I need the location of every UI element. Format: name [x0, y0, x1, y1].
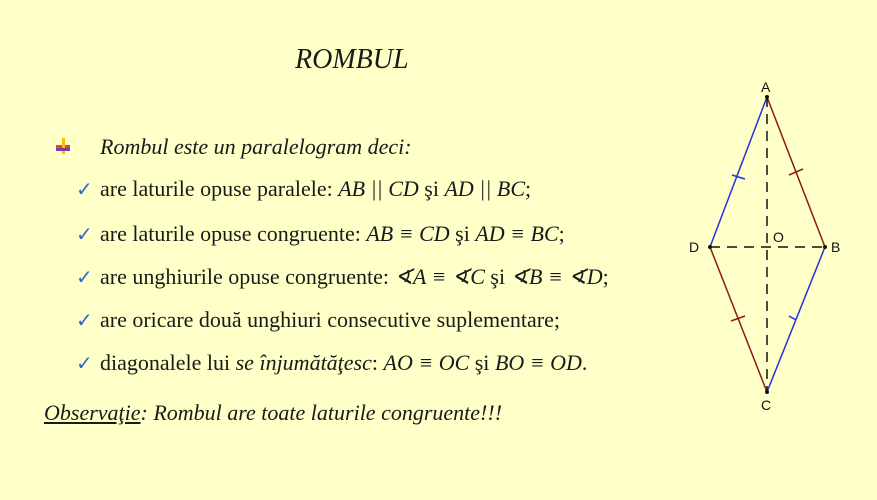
math-expr: ∢B ≡ ∢D [510, 264, 603, 289]
label-o: O [773, 229, 784, 245]
item-end: ; [602, 264, 609, 289]
item-end: ; [525, 176, 532, 201]
label-a: A [761, 79, 771, 95]
tick-mark [732, 175, 745, 179]
observation-text: : Rombul are toate laturile congruente!!! [140, 400, 503, 425]
label-b: B [831, 239, 841, 255]
emphasis-text: se înjumătăţesc [235, 350, 372, 375]
vertex-d [708, 245, 712, 249]
rhombus-diagram [680, 75, 860, 420]
conjunction: şi [474, 350, 490, 375]
item-end: ; [558, 221, 565, 246]
checkmark-icon: ✓ [76, 310, 93, 332]
observation-label: Observaţie [44, 400, 141, 425]
item-text: diagonalele lui [100, 350, 231, 375]
math-expr: AD || BC [444, 176, 525, 201]
intro-text: Rombul este un paralelogram deci: [100, 134, 412, 159]
checkmark-icon: ✓ [76, 353, 93, 375]
item-colon: : [371, 350, 379, 375]
math-expr: AD ≡ BC [475, 221, 559, 246]
vertex-c [765, 390, 769, 394]
intro-line [52, 134, 412, 160]
math-expr: AB || CD [338, 176, 419, 201]
conjunction: şi [490, 264, 506, 289]
checkmark-icon: ✓ [76, 179, 93, 201]
item-end: . [581, 350, 588, 375]
checkmark-icon: ✓ [76, 224, 93, 246]
item-text: are laturile opuse paralele: [100, 176, 333, 201]
conjunction: şi [424, 176, 439, 201]
item-text: are laturile opuse congruente: [100, 221, 361, 246]
item-text: are oricare două unghiuri consecutive suplementare; [100, 307, 560, 332]
math-expr: ∢A ≡ ∢C [394, 264, 485, 289]
item-text: are unghiurile opuse congruente: [100, 264, 389, 289]
label-d: D [689, 239, 700, 255]
vertex-a [765, 95, 769, 99]
label-c: C [761, 397, 772, 413]
list-item [76, 176, 531, 202]
tick-mark [789, 169, 803, 175]
checkmark-icon: ✓ [76, 267, 93, 289]
list-item [76, 221, 565, 247]
side-da [710, 97, 767, 247]
math-expr: BO ≡ OD [494, 350, 582, 375]
math-expr: AB ≡ CD [366, 221, 450, 246]
list-item [76, 350, 587, 376]
observation [44, 400, 502, 426]
math-expr: AO ≡ OC [383, 350, 470, 375]
page-title: ROMBUL [295, 44, 409, 75]
tick-mark [789, 316, 796, 320]
list-item [76, 307, 560, 333]
side-cd [710, 247, 767, 392]
list-item [76, 264, 609, 290]
cross-bullet-icon [52, 135, 76, 159]
conjunction: şi [455, 221, 470, 246]
vertex-b [823, 245, 827, 249]
